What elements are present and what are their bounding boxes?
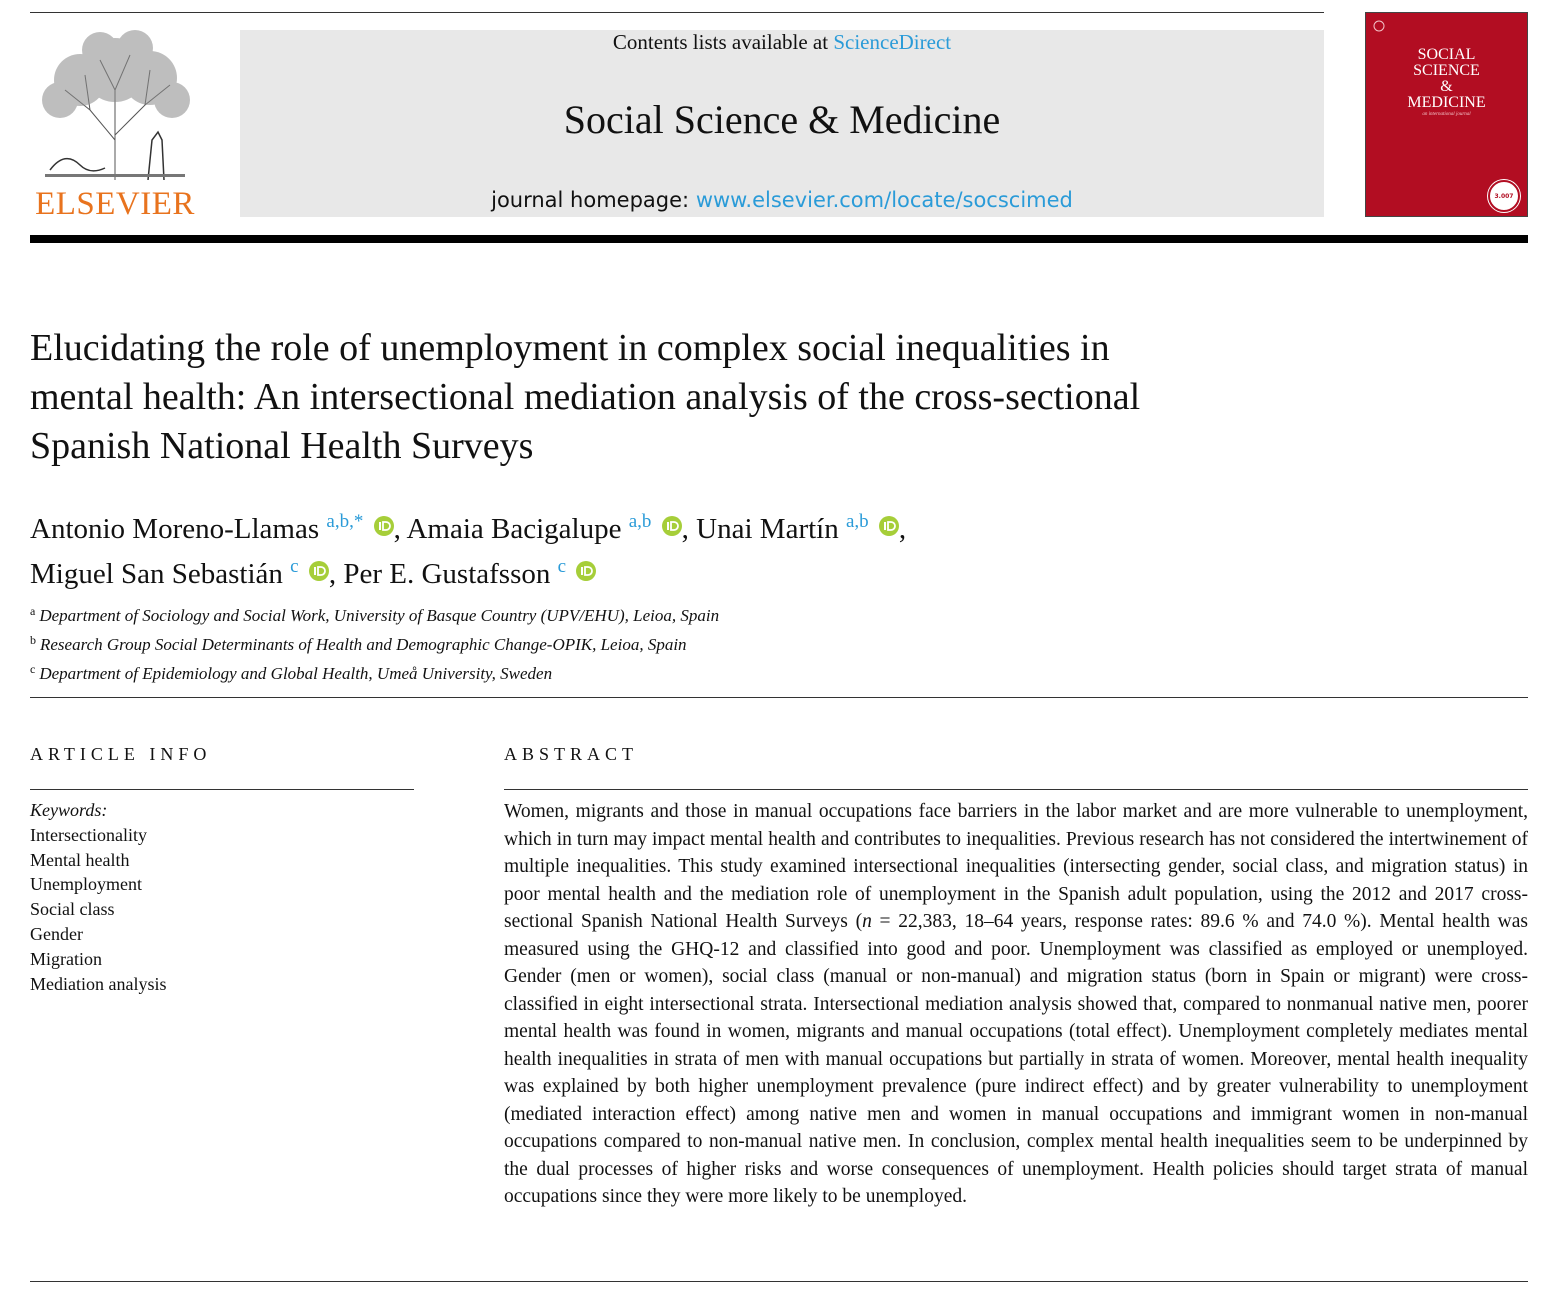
keywords-list [30,798,166,996]
cover-line: SCIENCE [1413,62,1480,79]
author-affiliation-marker[interactable]: a,b [845,511,869,532]
contents-line [240,30,1324,55]
sciencedirect-link[interactable]: ScienceDirect [833,30,952,54]
journal-title: Social Science & Medicine [563,97,1001,142]
affiliation-marker: c [30,662,36,676]
keyword-item: Social class [30,899,115,920]
author-name[interactable]: Antonio Moreno-Llamas [30,513,320,545]
affiliation-item [30,599,1230,628]
affiliation-marker: b [30,633,36,647]
author-name[interactable]: Miguel San Sebastián [30,558,283,590]
author-name[interactable]: Per E. Gustafsson [343,558,551,590]
author-affiliation-marker[interactable]: a,b,* [326,511,364,532]
publisher-name: ELSEVIER [35,186,195,222]
author-affiliation-marker[interactable]: a,b [628,511,652,532]
cover-line: & [1440,78,1453,95]
author-name[interactable]: Amaia Bacigalupe [406,513,622,545]
affiliation-text: Department of Epidemiology and Global Health, Umeå University, Sweden [39,664,553,683]
article-title [30,324,1370,471]
article-info-rule [30,789,414,790]
elsevier-logo [30,30,200,220]
title-line: mental health: An intersectional mediation analysis of the cross-sectional [30,376,1141,418]
keyword-item: Unemployment [30,874,142,895]
orcid-icon[interactable] [879,516,899,536]
title-line: Elucidating the role of unemployment in complex social inequalities in [30,327,1110,369]
keyword-item: Mediation analysis [30,973,167,994]
homepage-link[interactable]: www.elsevier.com/locate/socscimed [695,188,1073,212]
cover-line: MEDICINE [1407,94,1486,111]
impact-badge: 3.007 [1488,180,1520,212]
sample-size-symbol: n [862,911,872,932]
cover-title [1366,47,1527,111]
author-affiliation-marker[interactable]: c [290,556,299,577]
journal-cover[interactable] [1365,12,1528,217]
affiliation-text: Research Group Social Determinants of Health and Demographic Change-OPIK, Leioa, Spain [40,635,687,654]
abstract-rule [504,789,1528,790]
section-divider [30,697,1528,698]
abstract-heading: ABSTRACT [504,744,639,764]
orcid-icon[interactable] [374,516,394,536]
orcid-icon[interactable] [662,516,682,536]
homepage-line [240,188,1324,212]
orcid-icon[interactable] [309,561,329,581]
author-list [30,503,1230,593]
keyword-item: Gender [30,923,83,944]
affiliation-marker: a [30,604,36,618]
title-line: Spanish National Health Surveys [30,425,534,467]
abstract-text-part: = 22,383, 18–64 years, response rates: 89.6 % and 74.0 %). Mental health was measured using the GHQ-12 and classified into good and poor. Unemployment was classified as employed or unemployed. Gender (men or women), social class (manual or non-manual) and migration status (born in Spain or migrant) were cross-classified in eight intersectional strata. Intersectional mediation analysis showed that, compared to nonmanual native men, poorer mental health was found in women, migrants and manual occupations (total effect). Unemployment completely mediates mental health inequalities in strata of men with manual occupations but partially in strata of women. Moreover, mental health inequality was explained by both higher unemployment prevalence (pure indirect effect) and by greater vulnerability to unemployment (mediated interaction effect) among native men and women in manual occupations and immigrant women in non-manual occupations compared to non-manual native men. In conclusion, complex mental health inequalities seem to be underpinned by the dual processes of higher risks and worse consequences of unemployment. Health policies should target strata of manual occupations since they were more likely to be unemployed. [504,911,1528,1207]
journal-header [240,30,1324,217]
affiliation-item [30,628,1230,657]
abstract-body [504,798,1528,1211]
affiliations [30,599,1230,686]
bottom-rule [30,1281,1528,1282]
homepage-prefix: journal homepage: [491,188,690,212]
top-rule [30,12,1324,13]
author-line: Antonio Moreno-Llamas $^{a,b,*}$ , Amaia Bacigalupe $^{a,b}$ , Unai Martín $^{a,b}$ , [30,511,907,545]
keyword-item: Mental health [30,849,130,870]
article-info-heading: ARTICLE INFO [30,744,212,764]
affiliation-item [30,657,1230,686]
crest-icon [1372,19,1386,33]
orcid-icon[interactable] [576,561,596,581]
cover-subtitle: an international journal [1422,112,1471,117]
affiliation-text: Department of Sociology and Social Work, University of Basque Country (UPV/EHU), Leioa, Spain [39,606,720,625]
tree-icon [30,30,200,180]
abstract-text-part: Women, migrants and those in manual occupations face barriers in the labor market and are more vulnerable to unemployment, which in turn may impact mental health and contributes to inequalities. Previous research has not considered the intertwinement of multiple inequalities. This study examined intersectional inequalities (intersecting gender, social class, and migration status) in poor mental health and the mediation role of unemployment in the Spanish adult population, using the 2012 and 2017 cross-sectional Spanish National Health Surveys ( [504,801,1528,932]
header-divider [30,235,1528,243]
author-affiliation-marker[interactable]: c [557,556,567,577]
keyword-item: Migration [30,948,102,969]
keywords-label: Keywords: [30,800,108,820]
keyword-item: Intersectionality [30,824,147,845]
cover-line: SOCIAL [1417,46,1476,63]
contents-prefix: Contents lists available at [612,30,829,54]
author-name[interactable]: Unai Martín [696,513,839,545]
author-line: Miguel San Sebastián $^c$ , Per E. Gustafsson $^c$ [30,548,1230,593]
